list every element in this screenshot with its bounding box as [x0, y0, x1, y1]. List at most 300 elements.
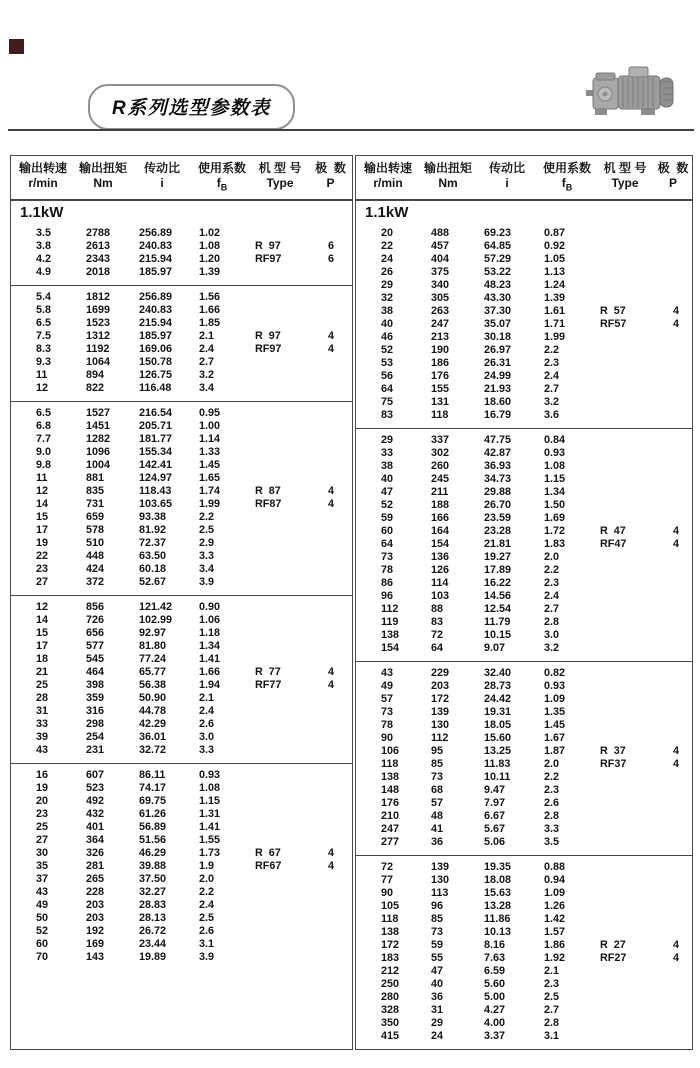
cell-ratio: 63.50	[139, 550, 167, 562]
cell-output-torque: 2613	[86, 240, 111, 252]
cell-output-speed: 52	[381, 499, 394, 511]
cell-output-torque: 139	[431, 861, 450, 873]
table-row	[356, 577, 692, 590]
cell-service-factor: 3.2	[544, 642, 560, 654]
cell-model-type	[596, 706, 654, 719]
cell-ratio: 155.34	[139, 446, 173, 458]
table-row	[356, 396, 692, 409]
cell-service-factor: 1.00	[199, 420, 221, 432]
cell-output-torque: 281	[86, 860, 105, 872]
cell-model-type: RF67	[255, 860, 282, 872]
cell-output-speed: 138	[381, 771, 400, 783]
cell-poles: 4	[673, 318, 680, 330]
cell-output-torque: 856	[86, 601, 105, 613]
cell-model-type	[251, 769, 309, 782]
cell-model-type	[251, 795, 309, 808]
cell-poles	[309, 550, 352, 563]
cell-poles	[654, 629, 692, 642]
table-header-row	[11, 156, 352, 201]
table-row	[11, 847, 352, 860]
cell-service-factor: 3.2	[199, 369, 215, 381]
cell-ratio: 9.47	[484, 784, 506, 796]
table-row	[356, 253, 692, 266]
cell-poles	[654, 913, 692, 926]
cell-output-speed: 27	[36, 834, 49, 846]
cell-ratio: 24.99	[484, 370, 512, 382]
cell-service-factor: 1.08	[544, 460, 566, 472]
table-row	[356, 642, 692, 655]
cell-output-speed: 39	[36, 731, 49, 743]
cell-poles	[654, 499, 692, 512]
cell-model-type: RF77	[255, 679, 282, 691]
cell-poles: 4	[328, 330, 335, 342]
col-header-label: 输出转速	[363, 160, 412, 175]
cell-output-torque: 36	[431, 836, 444, 848]
table-row	[356, 823, 692, 836]
cell-output-speed: 11	[36, 369, 48, 381]
table-row	[11, 511, 352, 524]
col-header-unit: i	[160, 175, 164, 190]
cell-output-torque: 1312	[86, 330, 111, 342]
cell-ratio: 5.67	[484, 823, 506, 835]
cell-ratio: 69.23	[484, 227, 512, 239]
cell-poles	[309, 433, 352, 446]
cell-output-torque: 316	[86, 705, 105, 717]
cell-model-type	[596, 978, 654, 991]
cell-model-type	[596, 331, 654, 344]
table-row	[356, 473, 692, 486]
cell-output-speed: 72	[381, 861, 394, 873]
cell-poles	[654, 926, 692, 939]
table-row	[356, 564, 692, 577]
cell-output-torque: 1812	[86, 291, 111, 303]
cell-poles	[654, 551, 692, 564]
cell-model-type	[251, 808, 309, 821]
cell-output-torque: 47	[431, 965, 444, 977]
cell-ratio: 19.31	[484, 706, 512, 718]
cell-model-type	[251, 304, 309, 317]
cell-output-torque: 340	[431, 279, 450, 291]
cell-poles	[309, 291, 352, 304]
table-row	[11, 679, 352, 692]
cell-poles	[309, 407, 352, 420]
table-row	[356, 784, 692, 797]
gearmotor-image	[585, 66, 681, 120]
cell-service-factor: 1.50	[544, 499, 566, 511]
cell-service-factor: 2.3	[544, 978, 560, 990]
cell-output-torque: 492	[86, 795, 105, 807]
ratio-group	[11, 222, 352, 285]
cell-output-torque: 190	[431, 344, 450, 356]
table-row	[11, 886, 352, 899]
cell-poles: 4	[673, 538, 680, 550]
cell-output-torque: 130	[431, 719, 450, 731]
cell-poles	[309, 420, 352, 433]
cell-poles	[654, 667, 692, 680]
cell-model-type	[596, 1017, 654, 1030]
cell-poles	[654, 357, 692, 370]
cell-output-speed: 7.7	[36, 433, 52, 445]
cell-output-speed: 7.5	[36, 330, 52, 342]
cell-output-speed: 4.2	[36, 253, 52, 265]
cell-output-speed: 30	[36, 847, 49, 859]
cell-output-speed: 23	[36, 563, 49, 575]
cell-output-torque: 835	[86, 485, 105, 497]
cell-service-factor: 0.84	[544, 434, 566, 446]
cell-output-speed: 27	[36, 576, 49, 588]
cell-ratio: 53.22	[484, 266, 512, 278]
cell-service-factor: 1.86	[544, 939, 566, 951]
cell-service-factor: 2.4	[544, 590, 560, 602]
cell-model-type: RF27	[600, 952, 627, 964]
cell-service-factor: 0.87	[544, 227, 566, 239]
cell-service-factor: 2.2	[544, 771, 560, 783]
cell-service-factor: 3.5	[544, 836, 560, 848]
cell-service-factor: 3.3	[199, 550, 215, 562]
cell-service-factor: 1.15	[544, 473, 566, 485]
cell-ratio: 4.00	[484, 1017, 506, 1029]
cell-model-type	[251, 938, 309, 951]
cell-output-torque: 488	[431, 227, 450, 239]
col-header-unit: P	[668, 175, 677, 190]
cell-ratio: 47.75	[484, 434, 512, 446]
cell-ratio: 185.97	[139, 330, 173, 342]
cell-output-torque: 41	[431, 823, 444, 835]
cell-output-speed: 15	[36, 511, 49, 523]
cell-ratio: 48.23	[484, 279, 512, 291]
table-row	[356, 616, 692, 629]
table-row	[11, 550, 352, 563]
cell-poles	[654, 434, 692, 447]
cell-service-factor: 1.35	[544, 706, 566, 718]
cell-ratio: 16.22	[484, 577, 512, 589]
cell-output-torque: 1527	[86, 407, 111, 419]
cell-poles	[309, 601, 352, 614]
cell-service-factor: 0.90	[199, 601, 221, 613]
cell-ratio: 23.28	[484, 525, 512, 537]
cell-poles: 4	[328, 498, 335, 510]
cell-output-speed: 9.3	[36, 356, 52, 368]
cell-service-factor: 1.39	[544, 292, 566, 304]
cell-output-speed: 33	[36, 718, 49, 730]
col-header-label: 输出扭矩	[78, 160, 127, 175]
cell-service-factor: 1.02	[199, 227, 221, 239]
col-header-label: 机 型 号	[603, 160, 647, 175]
cell-ratio: 42.29	[139, 718, 167, 730]
cell-model-type: R 67	[255, 847, 281, 859]
cell-service-factor: 1.08	[199, 240, 221, 252]
cell-output-speed: 6.5	[36, 317, 52, 329]
cell-service-factor: 1.69	[544, 512, 566, 524]
cell-poles	[309, 356, 352, 369]
col-header-unit: P	[326, 175, 335, 190]
cell-service-factor: 1.45	[199, 459, 221, 471]
col-header-unit: $f_B$	[216, 175, 228, 193]
cell-poles: 6	[328, 253, 335, 265]
cell-poles	[654, 732, 692, 745]
cell-ratio: 77.24	[139, 653, 167, 665]
table-row	[11, 537, 352, 550]
cell-output-speed: 12	[36, 601, 49, 613]
cell-service-factor: 1.41	[199, 653, 221, 665]
cell-model-type	[596, 253, 654, 266]
cell-output-speed: 20	[36, 795, 49, 807]
col-header-unit: Nm	[438, 175, 458, 190]
cell-output-torque: 139	[431, 706, 450, 718]
cell-service-factor: 1.57	[544, 926, 566, 938]
cell-output-speed: 40	[381, 318, 394, 330]
cell-service-factor: 1.71	[544, 318, 566, 330]
cell-output-torque: 1523	[86, 317, 111, 329]
table-row	[11, 705, 352, 718]
cell-output-speed: 154	[381, 642, 400, 654]
cell-poles	[654, 227, 692, 240]
col-header-label: 极 数	[315, 160, 346, 175]
cell-model-type	[596, 680, 654, 693]
cell-output-torque: 2018	[86, 266, 111, 278]
cell-poles	[309, 369, 352, 382]
cell-model-type	[596, 965, 654, 978]
cell-output-torque: 822	[86, 382, 105, 394]
table-row	[11, 330, 352, 343]
cell-output-torque: 231	[86, 744, 105, 756]
cell-output-speed: 29	[381, 434, 394, 446]
cell-poles	[654, 706, 692, 719]
cell-model-type	[251, 563, 309, 576]
cell-output-torque: 545	[86, 653, 105, 665]
cell-model-type	[251, 601, 309, 614]
cell-output-torque: 40	[431, 978, 444, 990]
cell-poles	[654, 1030, 692, 1043]
cell-ratio: 13.28	[484, 900, 512, 912]
cell-output-torque: 263	[431, 305, 450, 317]
cell-output-speed: 148	[381, 784, 400, 796]
cell-poles	[654, 978, 692, 991]
cell-model-type: R 37	[600, 745, 626, 757]
col-header-label: 输出扭矩	[423, 160, 472, 175]
cell-ratio: 11.86	[484, 913, 511, 925]
cell-model-type	[251, 951, 309, 964]
cell-service-factor: 1.94	[199, 679, 221, 691]
cell-poles	[654, 603, 692, 616]
ratio-group	[356, 855, 692, 1049]
cell-output-speed: 22	[381, 240, 394, 252]
cell-ratio: 21.81	[484, 538, 512, 550]
cell-model-type: RF97	[255, 253, 282, 265]
cell-service-factor: 2.6	[544, 797, 560, 809]
cell-ratio: 44.78	[139, 705, 167, 717]
cell-poles	[654, 279, 692, 292]
cell-poles: 4	[328, 679, 335, 691]
table-row	[356, 227, 692, 240]
cell-ratio: 12.54	[484, 603, 512, 615]
cell-ratio: 15.60	[484, 732, 512, 744]
cell-output-speed: 49	[36, 899, 49, 911]
cell-poles	[654, 590, 692, 603]
cell-service-factor: 0.93	[544, 447, 566, 459]
cell-output-torque: 424	[86, 563, 105, 575]
cell-service-factor: 2.7	[199, 356, 215, 368]
cell-poles: 4	[673, 525, 680, 537]
cell-service-factor: 2.7	[544, 1004, 560, 1016]
cell-output-torque: 95	[431, 745, 444, 757]
table-row	[11, 744, 352, 757]
cell-output-speed: 3.5	[36, 227, 52, 239]
cell-poles	[309, 821, 352, 834]
cell-model-type	[596, 460, 654, 473]
cell-output-speed: 22	[36, 550, 49, 562]
cell-model-type	[596, 551, 654, 564]
table-row	[11, 731, 352, 744]
cell-service-factor: 1.61	[544, 305, 566, 317]
cell-model-type: RF97	[255, 343, 282, 355]
cell-service-factor: 3.6	[544, 409, 560, 421]
cell-ratio: 81.80	[139, 640, 167, 652]
cell-output-torque: 130	[431, 874, 450, 886]
cell-service-factor: 2.8	[544, 616, 560, 628]
cell-poles: 4	[673, 939, 680, 951]
cell-ratio: 51.56	[139, 834, 167, 846]
cell-service-factor: 1.74	[199, 485, 221, 497]
cell-ratio: 61.26	[139, 808, 167, 820]
cell-output-torque: 59	[431, 939, 444, 951]
cell-ratio: 116.48	[139, 382, 172, 394]
cell-poles	[654, 396, 692, 409]
table-row	[356, 512, 692, 525]
cell-output-torque: 203	[86, 912, 105, 924]
cell-output-torque: 113	[431, 887, 449, 899]
power-rating-label: 1.1kW	[365, 204, 409, 221]
cell-output-speed: 112	[381, 603, 399, 615]
cell-ratio: 18.05	[484, 719, 512, 731]
cell-service-factor: 1.83	[544, 538, 566, 550]
cell-service-factor: 0.93	[544, 680, 566, 692]
cell-model-type	[596, 616, 654, 629]
col-header-unit: Type	[266, 175, 294, 190]
cell-model-type	[596, 512, 654, 525]
cell-poles	[654, 797, 692, 810]
cell-poles	[309, 782, 352, 795]
table-row	[11, 253, 352, 266]
table-row	[11, 718, 352, 731]
cell-ratio: 39.88	[139, 860, 167, 872]
cell-output-speed: 138	[381, 629, 400, 641]
cell-ratio: 32.72	[139, 744, 167, 756]
cell-service-factor: 1.34	[199, 640, 221, 652]
table-row	[11, 692, 352, 705]
cell-model-type: R 97	[255, 330, 281, 342]
cell-model-type	[251, 627, 309, 640]
cell-ratio: 150.78	[139, 356, 173, 368]
cell-ratio: 103.65	[139, 498, 173, 510]
page-corner-mark	[9, 39, 24, 54]
cell-model-type: RF37	[600, 758, 627, 770]
col-header-label: 使用系数	[542, 160, 591, 175]
cell-output-torque: 36	[431, 991, 444, 1003]
cell-service-factor: 1.66	[199, 666, 221, 678]
cell-output-torque: 1192	[86, 343, 110, 355]
cell-poles	[309, 446, 352, 459]
col-header-unit: i	[505, 175, 509, 190]
table-row	[11, 485, 352, 498]
cell-service-factor: 1.9	[199, 860, 215, 872]
cell-model-type	[251, 446, 309, 459]
cell-poles	[654, 253, 692, 266]
cell-poles	[654, 810, 692, 823]
table-row	[11, 576, 352, 589]
cell-poles	[654, 836, 692, 849]
cell-model-type: RF47	[600, 538, 627, 550]
cell-model-type	[596, 344, 654, 357]
cell-model-type	[596, 1004, 654, 1017]
cell-poles	[654, 292, 692, 305]
cell-ratio: 215.94	[139, 253, 173, 265]
cell-output-torque: 1282	[86, 433, 111, 445]
cell-output-torque: 229	[431, 667, 450, 679]
col-header-label: 输出转速	[18, 160, 67, 175]
cell-model-type	[251, 524, 309, 537]
cell-poles	[309, 653, 352, 666]
cell-service-factor: 1.33	[199, 446, 221, 458]
cell-output-speed: 105	[381, 900, 400, 912]
cell-output-speed: 138	[381, 926, 400, 938]
cell-output-torque: 302	[431, 447, 450, 459]
cell-output-torque: 1451	[86, 420, 111, 432]
cell-output-torque: 577	[86, 640, 105, 652]
cell-output-torque: 404	[431, 253, 450, 265]
cell-output-speed: 78	[381, 564, 394, 576]
cell-model-type	[596, 279, 654, 292]
cell-service-factor: 0.88	[544, 861, 566, 873]
cell-output-speed: 29	[381, 279, 394, 291]
cell-model-type	[596, 499, 654, 512]
cell-ratio: 50.90	[139, 692, 167, 704]
cell-ratio: 23.44	[139, 938, 167, 950]
table-row	[356, 1017, 692, 1030]
cell-output-torque: 96	[431, 900, 444, 912]
table-row	[356, 499, 692, 512]
cell-output-speed: 5.4	[36, 291, 52, 303]
table-row	[11, 266, 352, 279]
cell-output-torque: 188	[431, 499, 450, 511]
cell-poles	[309, 873, 352, 886]
cell-service-factor: 3.0	[544, 629, 560, 641]
cell-output-speed: 38	[381, 305, 394, 317]
table-row	[11, 938, 352, 951]
cell-model-type	[596, 719, 654, 732]
cell-output-speed: 18	[36, 653, 49, 665]
cell-poles	[654, 874, 692, 887]
cell-model-type: R 27	[600, 939, 626, 951]
cell-ratio: 28.83	[139, 899, 167, 911]
cell-output-torque: 166	[431, 512, 450, 524]
cell-service-factor: 1.26	[544, 900, 566, 912]
cell-model-type	[596, 603, 654, 616]
cell-service-factor: 1.65	[199, 472, 221, 484]
cell-output-speed: 9.0	[36, 446, 52, 458]
cell-poles	[654, 771, 692, 784]
col-header-label: 极 数	[657, 160, 689, 175]
table-row	[356, 603, 692, 616]
cell-output-speed: 19	[36, 782, 49, 794]
cell-model-type	[251, 614, 309, 627]
cell-output-torque: 578	[86, 524, 105, 536]
cell-output-speed: 64	[381, 383, 394, 395]
cell-ratio: 205.71	[139, 420, 173, 432]
cell-output-speed: 33	[381, 447, 394, 459]
cell-poles	[309, 705, 352, 718]
cell-service-factor: 3.9	[199, 576, 215, 588]
